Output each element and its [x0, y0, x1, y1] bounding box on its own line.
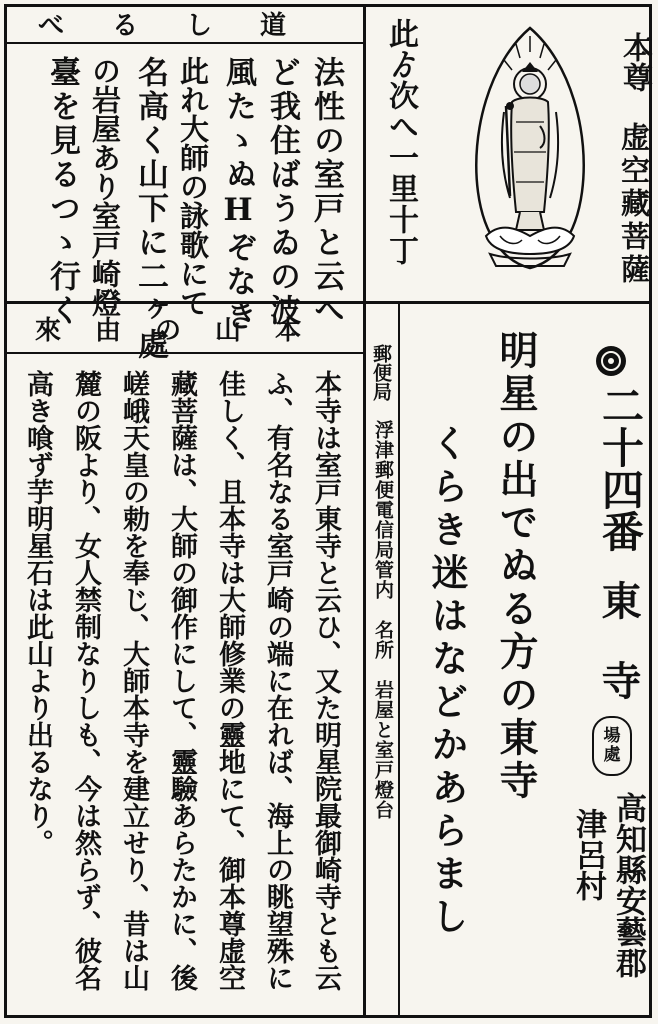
origin-line: 本寺は室戸東寺と云ひ、又た明星院最御崎寺とも云 — [310, 370, 341, 991]
poem-line: 風たゝぬHぞなき — [220, 56, 256, 333]
origin-title-rule — [6, 352, 364, 354]
poem-line: 名高く山下に二ヶ處 — [132, 56, 168, 362]
poem-line: 臺を見るつゝ行く — [44, 56, 80, 328]
honzon-name: 虚空藏菩薩 — [617, 122, 651, 287]
origin-line: 嵯峨天皇の勅を奉じ、大師本寺を建立せり、昔は山 — [118, 370, 149, 991]
poem-line: ど我住ばうゐの波 — [264, 56, 300, 328]
postal-divider — [398, 304, 400, 1016]
temple-tag-char: 場 — [603, 726, 621, 747]
poem-line: の岩屋あり室戸崎燈 — [88, 56, 122, 317]
goeika-line-2: くらき迷はなどかあらまし — [425, 424, 469, 940]
poem-title — [18, 6, 348, 40]
temple-name: 東 寺 — [595, 580, 642, 700]
origin-line: 高き喰ず芋明星石は此山より出るなり。 — [22, 370, 53, 856]
poem-title-rule — [6, 42, 364, 44]
origin-line: ふ、有名なる室戸崎の端に在れば、海上の眺望殊に — [262, 370, 293, 991]
temple-tag — [592, 716, 632, 776]
origin-title-text: 本山の由來 — [34, 315, 335, 346]
postal-text: 浮津郵便電信局管内 名所 岩屋と室戸燈台 — [372, 420, 394, 820]
origin-line: 麓の阪より、女人禁制なりしも、今は然らず、彼名 — [70, 370, 101, 991]
temple-tag-char: 處 — [603, 745, 621, 765]
kokuzo-bosatsu-statue — [460, 22, 600, 288]
temple-location-prefecture: 高知縣安藝郡 — [610, 792, 646, 978]
postal-label: 郵便局 — [370, 344, 392, 401]
origin-line: 藏菩薩は、大師の御作にして、靈驗あらたかに、後 — [166, 370, 197, 991]
honzon-label: 本尊 — [617, 32, 652, 92]
origin-title — [6, 306, 364, 350]
center-divider — [363, 6, 366, 1016]
temple-number: 二十四番 — [596, 384, 645, 552]
goeika-line-1: 明星の出でぬる方の東寺 — [493, 330, 539, 803]
poem-title-text: 道しるべ — [37, 10, 334, 41]
poem-line: 此れ大師の詠歌にて — [176, 56, 210, 317]
temple-location-village: 津呂村 — [570, 808, 606, 901]
origin-line: 佳しく、且本寺は大師修業の靈地にて、御本尊虚空 — [214, 370, 245, 991]
distance-to-next: 此ゟ次へ一里十丁 — [383, 18, 418, 266]
mon-crest-icon — [594, 344, 628, 378]
poem-line: 法性の室戸と云へ — [308, 56, 344, 328]
top-right-divider — [364, 301, 650, 304]
